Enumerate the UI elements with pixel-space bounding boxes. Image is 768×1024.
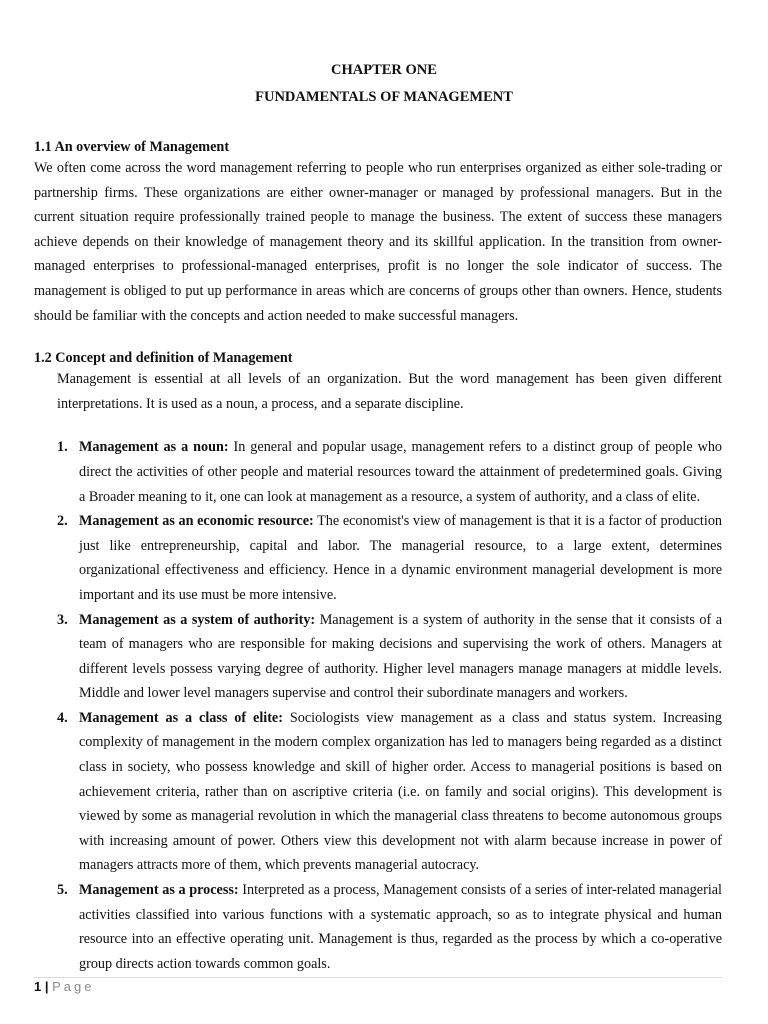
- page-number: 1: [34, 979, 42, 994]
- page-footer: [34, 979, 95, 995]
- page-content: [34, 138, 722, 976]
- list-item-term: Management as a system of authority:: [79, 611, 316, 628]
- list-item-number: 4.: [57, 709, 68, 726]
- list-item-term: Management as a class of elite:: [79, 709, 283, 726]
- list-item-term: Management as a process:: [79, 882, 239, 899]
- list-item-number: 5.: [57, 882, 68, 899]
- list-item: [34, 706, 722, 878]
- list-item-text: Management is a system of authority in the sense that it consists of a team of managers who are responsible for making decisions and supervising the work of others. Managers at different levels possess varying degree of authority. Higher level managers manage managers at middle levels. Middle and lower level managers supervise and control their subordinate managers and workers.: [79, 611, 723, 702]
- section-body-overview: We often come across the word management referring to people who run enterprises organized as either sole-trading or partnership firms. These organizations are either owner-manager or managed by professional managers. But in the current situation require professionally trained people to manage the business. The extent of success these managers achieve depends on their knowledge of management theory and its skillful application. In the transition from owner-managed enterprises to professional-managed enterprises, profit is no longer the sole indicator of success. The management is obliged to put up performance in areas which are concerns of groups other than owners. Hence, students should be familiar with the concepts and action needed to make successful managers.: [34, 160, 722, 324]
- list-item-text: In general and popular usage, management refers to a distinct group of people who direct the activities of other people and material resources toward the attainment of predetermined goals. Giving a Broader meaning to it, one can look at management as a resource, a system of authority, and a class of elite.: [79, 439, 723, 505]
- list-item-term: Management as a noun:: [79, 439, 229, 456]
- list-item-text: The economist's view of management is that it is a factor of production just like entrepreneurship, capital and labor. The managerial resource, to a large extent, determines organizational effectiveness and efficiency. Hence in a dynamic environment managerial development is more important and its use must be more intensive.: [79, 513, 723, 603]
- list-item-term: Management as an economic resource:: [79, 513, 314, 530]
- definition-list: [34, 435, 722, 976]
- list-item: [34, 878, 722, 976]
- list-item-number: 1.: [57, 439, 68, 456]
- list-item-number: 2.: [57, 513, 68, 530]
- chapter-title: FUNDAMENTALS OF MANAGEMENT: [255, 89, 513, 105]
- footer-divider: [34, 977, 722, 978]
- section-heading-overview: 1.1 An overview of Management: [34, 139, 230, 155]
- footer-separator: |: [44, 979, 49, 994]
- list-item: [34, 608, 722, 706]
- chapter-label: CHAPTER ONE: [331, 62, 437, 78]
- section-intro-concept: Management is essential at all levels of an organization. But the word management has been given different interpretations. It is used as a noun, a process, and a separate discipline.: [57, 371, 722, 412]
- list-item: [34, 435, 722, 509]
- list-item-number: 3.: [57, 611, 68, 628]
- page-label: Page: [52, 979, 95, 994]
- list-item: [34, 509, 722, 607]
- list-item-text: Sociologists view management as a class and status system. Increasing complexity of management in the modern complex organization has led to managers being regarded as a distinct class in society, who possess knowledge and skill of higher order. Access to managerial positions is based on achievement criteria, rather than on ascriptive criteria (i.e. on family and social origins). This development is viewed by some as managerial revolution in which the managerial class threatens to become autonomous groups with increasing amount of power. Others view this development not with alarm because increase in power of managers attracts more of them, which prevents managerial autocracy.: [79, 709, 722, 874]
- list-item-text: Interpreted as a process, Management consists of a series of inter-related managerial activities classified into various functions with a systematic approach, so as to integrate physical and human resource into an effective operating unit. Management is thus, regarded as the process by which a co-operative group directs action towards common goals.: [79, 882, 722, 972]
- section-heading-concept: 1.2 Concept and definition of Management: [34, 350, 293, 367]
